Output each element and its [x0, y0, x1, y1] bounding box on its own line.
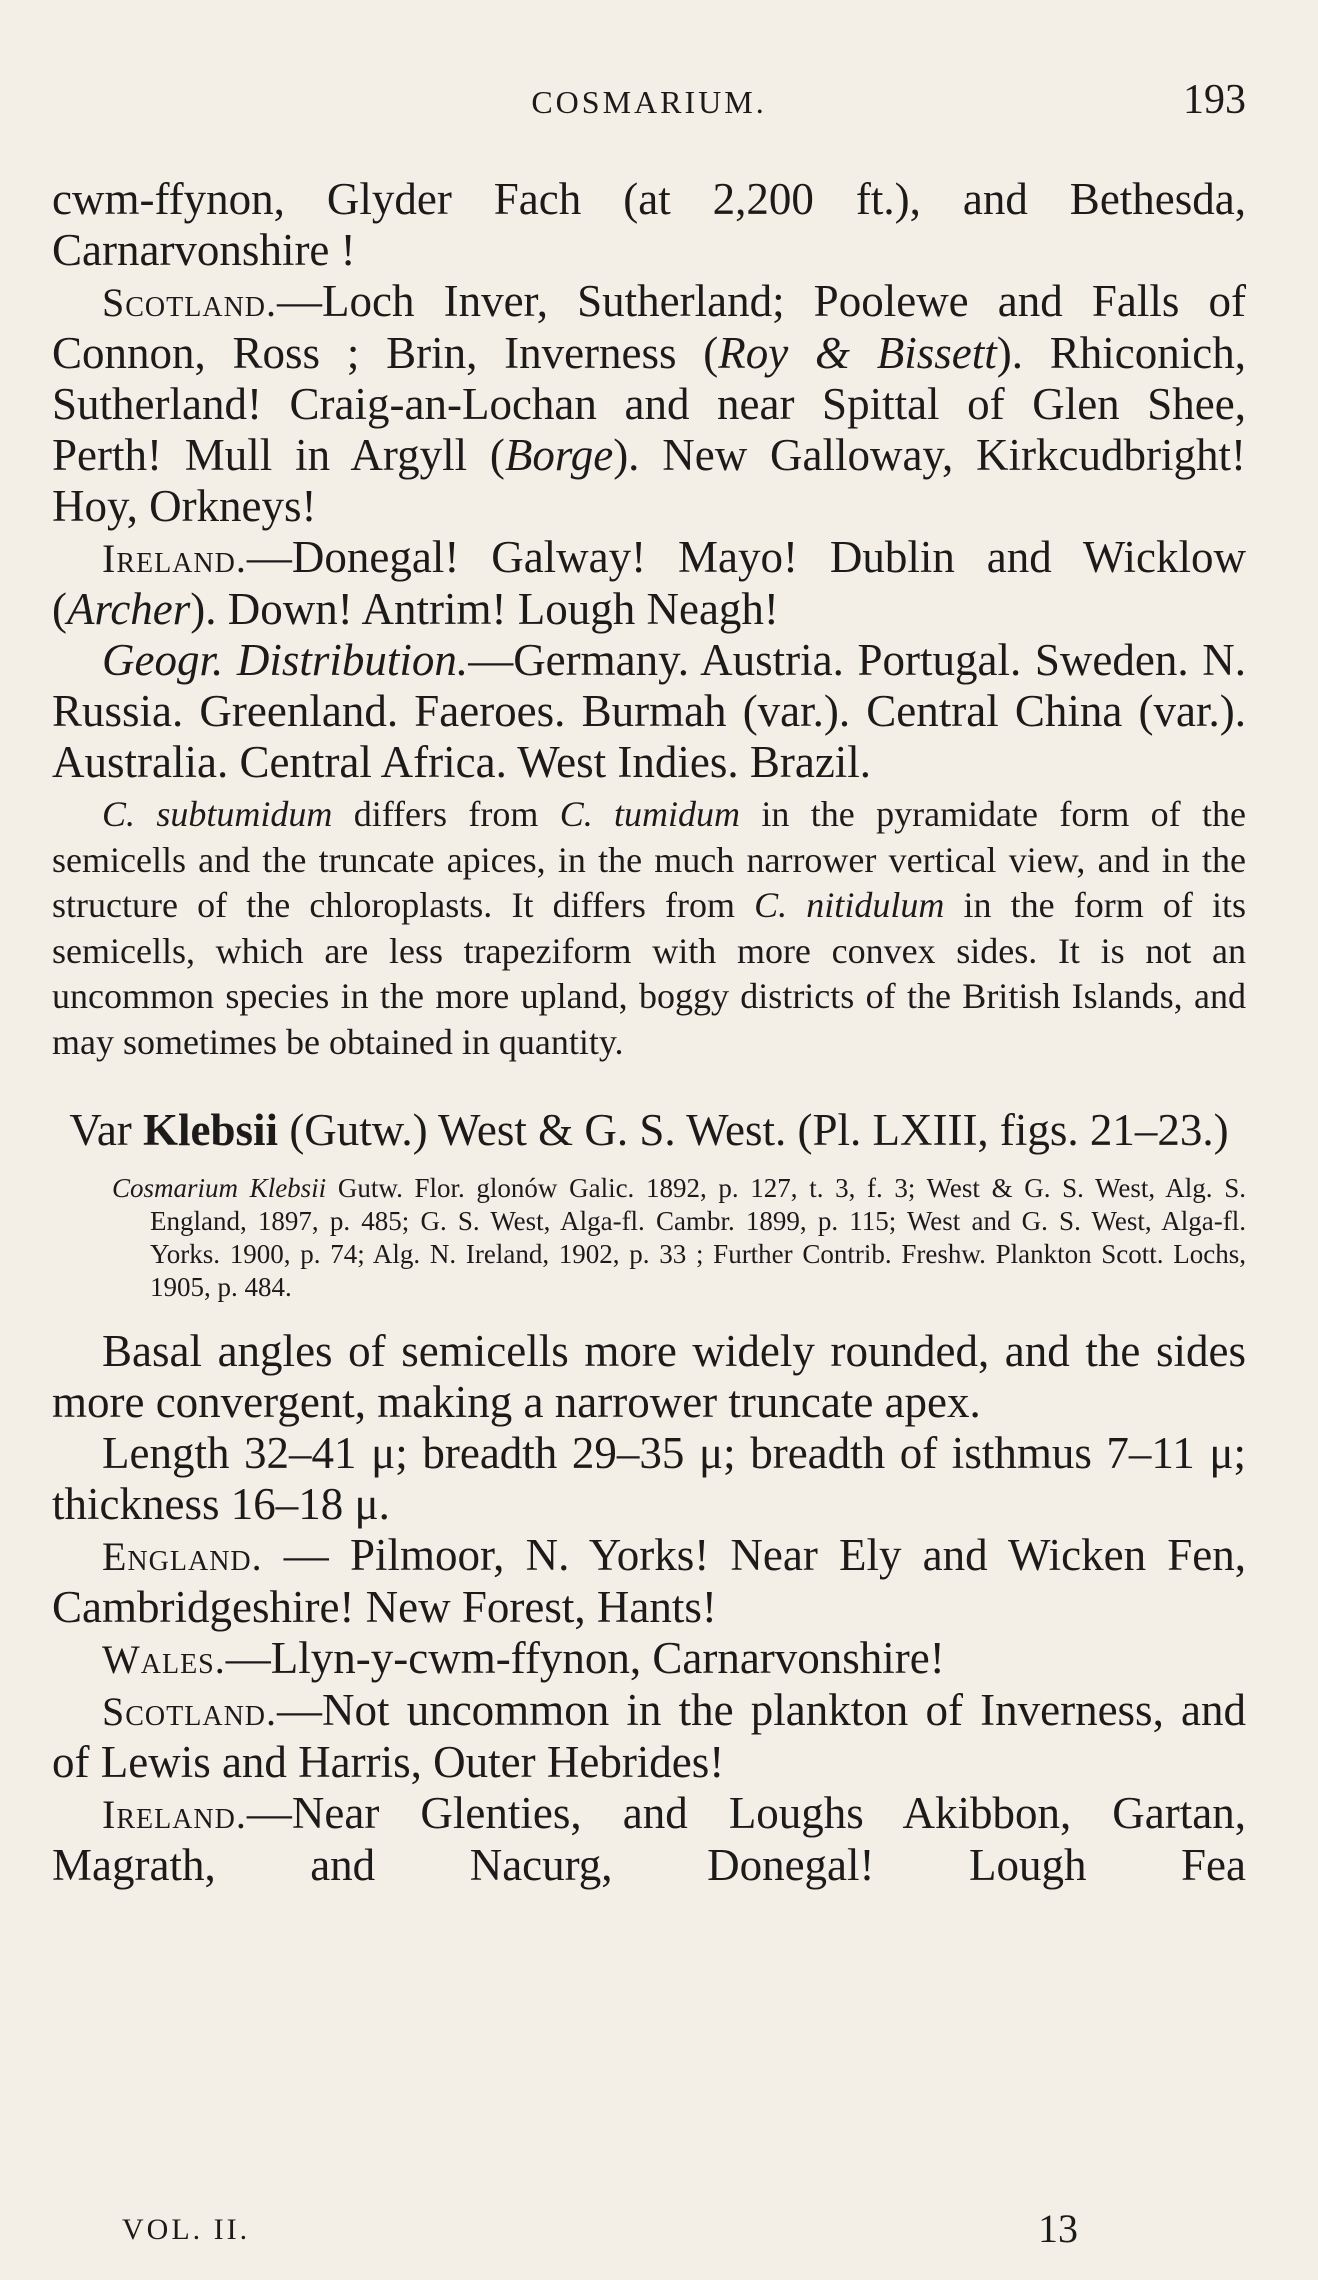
description-paragraph: Basal angles of semicells more widely rounded, and the sides more convergent, making a narrower truncate apex. — [52, 1326, 1246, 1427]
wales-text: —Llyn-y-cwm-ffynon, Carnarvonshire! — [225, 1633, 945, 1683]
species-name: C. nitidulum — [754, 885, 945, 925]
synonymy-block — [112, 1172, 1246, 1304]
signature-mark: 13 — [1038, 2206, 1078, 2251]
page-body — [52, 174, 1246, 1891]
ireland-text-1: —Donegal! Galway! Mayo! Dublin and Wicklow ( — [52, 532, 1246, 634]
region-label-ireland: Ireland. — [102, 1792, 247, 1837]
ireland-text-2: ). Down! Antrim! Lough Neagh! — [190, 584, 779, 634]
note-text: differs from — [332, 794, 560, 834]
england-text: — Pilmoor, N. Yorks! Near Ely and Wicken Fen, Cambridgeshire! New Forest, Hants! — [52, 1530, 1246, 1632]
running-title: COSMARIUM. — [531, 84, 767, 120]
ireland-var-paragraph — [52, 1788, 1246, 1891]
geo-distribution-label: Geogr. Distribution. — [102, 635, 469, 685]
volume-label: VOL. II. — [122, 2213, 251, 2246]
scotland-var-paragraph — [52, 1685, 1246, 1788]
region-label-england: England. — [102, 1534, 263, 1579]
scotland-text-3: ). New Galloway, Kirkcudbright! Hoy, Orkneys! — [52, 430, 1246, 531]
variety-prefix: Var — [69, 1105, 144, 1155]
variety-heading — [52, 1105, 1246, 1156]
species-name: C. subtumidum — [102, 794, 333, 834]
variety-authority: (Gutw.) West & G. S. West. (Pl. LXIII, figs. 21–23.) — [278, 1105, 1229, 1155]
variety-name: Klebsii — [143, 1105, 279, 1155]
geographic-distribution — [52, 635, 1246, 788]
geo-distribution-text: —Germany. Austria. Portugal. Sweden. N. Russia. Greenland. Faeroes. Burmah (var.). Central China (var.). Australia. Central Africa. West Indies. Brazil. — [52, 635, 1246, 787]
synonym-name: Cosmarium Klebsii — [112, 1173, 327, 1203]
england-paragraph — [52, 1530, 1246, 1633]
note-text: in the form of its semicells, which are less trapeziform with more convex sides. It is not an uncommon species in the more upland, boggy districts of the British Islands, and may sometimes be obtained in quantity. — [52, 885, 1246, 1062]
note-text: in the pyramidate form of the semicells and the truncate apices, in the much narrower vertical view, and in the structure of the chloroplasts. It differs from — [52, 794, 1246, 925]
scotland-paragraph — [52, 276, 1246, 532]
region-label-ireland: Ireland. — [102, 536, 247, 581]
page-header — [52, 76, 1246, 126]
citation-borge: Borge — [504, 430, 614, 480]
wales-paragraph — [52, 1633, 1246, 1685]
measurements-paragraph: Length 32–41 μ; breadth 29–35 μ; breadth of isthmus 7–11 μ; thickness 16–18 μ. — [52, 1428, 1246, 1529]
ireland-paragraph — [52, 532, 1246, 635]
page-footer — [52, 2206, 1246, 2253]
species-name: C. tumidum — [559, 794, 741, 834]
region-label-scotland: Scotland. — [102, 280, 278, 325]
region-label-scotland: Scotland. — [102, 1689, 278, 1734]
ireland-var-text: —Near Glenties, and Loughs Akibbon, Gartan, Magrath, and Nacurg, Donegal! Lough Fea — [52, 1788, 1246, 1890]
scotland-text-2: ). Rhiconich, Sutherland! Craig-an-Lochan and near Spittal of Glen Shee, Perth! Mull in Argyll ( — [52, 328, 1246, 480]
species-note — [52, 792, 1246, 1065]
citation-archer: Archer — [67, 584, 191, 634]
synonymy-text: Gutw. Flor. glonów Galic. 1892, p. 127, t. 3, f. 3; West & G. S. West, Alg. S. England, 1897, p. 485; G. S. West, Alga-fl. Cambr. 1899, p. 115; West and G. S. West, Alga-fl. Yorks. 1900, p. 74; Alg. N. Ireland, 1902, p. 33 ; Further Contrib. Freshw. Plankton Scott. Lochs, 1905, p. 484. — [150, 1173, 1246, 1302]
scotland-var-text: —Not uncommon in the plankton of Inverness, and of Lewis and Harris, Outer Hebrides! — [52, 1685, 1246, 1787]
region-label-wales: Wales. — [102, 1637, 226, 1682]
citation-roy-bissett: Roy & Bissett — [718, 328, 997, 378]
continued-paragraph: cwm-ffynon, Glyder Fach (at 2,200 ft.), and Bethesda, Carnarvonshire ! — [52, 174, 1246, 275]
page-number: 193 — [1183, 77, 1246, 123]
scotland-text-1: —Loch Inver, Sutherland; Poolewe and Falls of Connon, Ross ; Brin, Inverness ( — [52, 276, 1246, 378]
